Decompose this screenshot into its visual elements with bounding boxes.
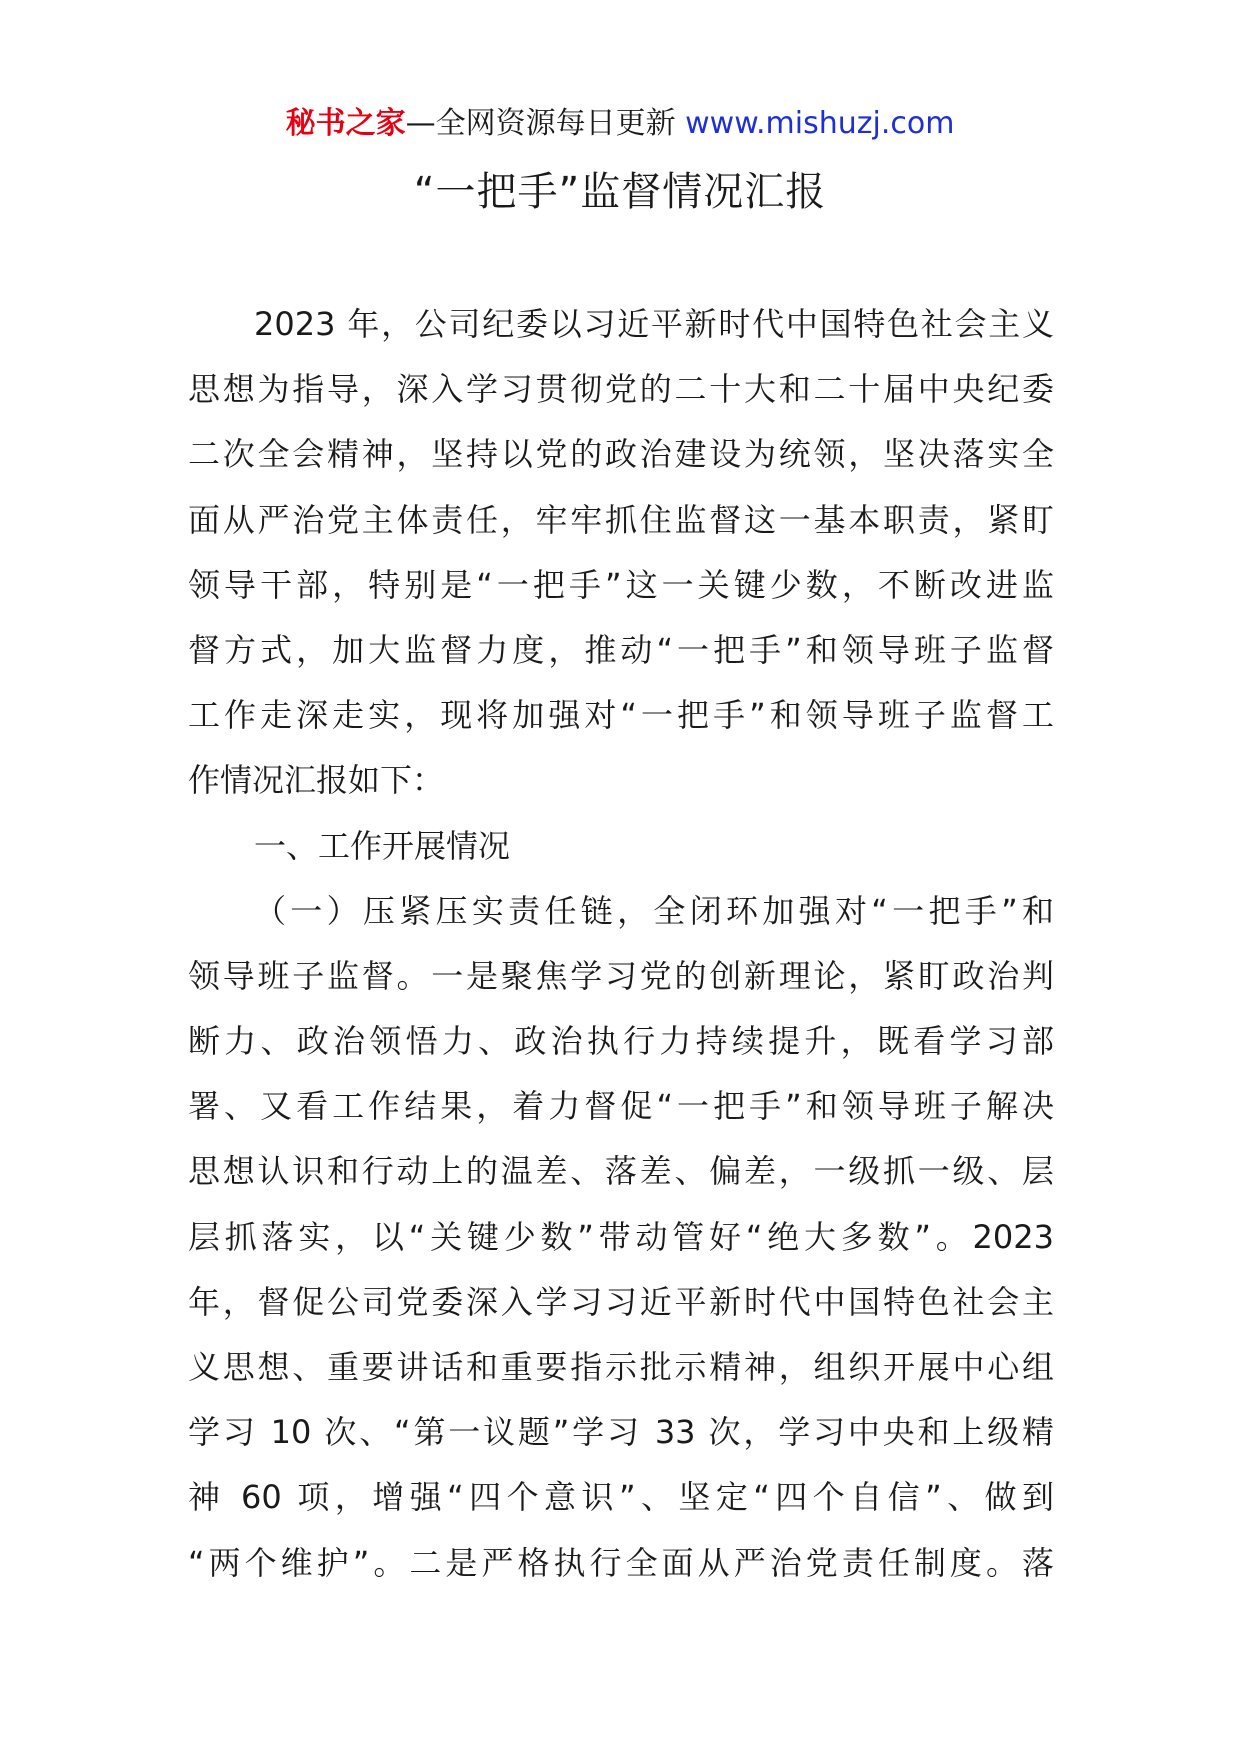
paragraph-line: 作情况汇报如下： [188,761,445,800]
paragraph-line: 学习 10 次、“第一议题”学习 33 次，学习中央和上级精 [188,1413,1054,1452]
header-tagline: —全网资源每日更新 [405,106,676,141]
paragraph-line: 署、又看工作结果，着力督促“一把手”和领导班子解决 [188,1087,1054,1126]
paragraph-line: 断力、政治领悟力、政治执行力持续提升，既看学习部 [188,1022,1054,1061]
paragraph-line: 工作走深走实，现将加强对“一把手”和领导班子监督工 [188,696,1054,735]
paragraph-line: 督方式，加大监督力度，推动“一把手”和领导班子监督 [188,630,1054,669]
paragraph-line: “两个维护”。二是严格执行全面从严治党责任制度。落 [188,1543,1054,1582]
section-heading: 一、工作开展情况 [254,826,511,865]
paragraph-line: 神 60 项，增强“四个意识”、坚定“四个自信”、做到 [188,1478,1054,1517]
paragraph-line: 领导班子监督。一是聚焦学习党的创新理论，紧盯政治判 [188,956,1054,995]
document-body [188,292,1054,1596]
paragraph-line: 思想认识和行动上的温差、落差、偏差，一级抓一级、层 [188,1152,1054,1191]
site-url-link[interactable]: www.mishuzj.com [685,106,955,141]
paragraph-line: 层抓落实，以“关键少数”带动管好“绝大多数”。2023 [188,1217,1054,1256]
paragraph-line: 二次全会精神，坚持以党的政治建设为统领，坚决落实全 [188,435,1054,474]
paragraph-line: 领导干部，特别是“一把手”这一关键少数，不断改进监 [188,565,1054,604]
document-title: “一把手”监督情况汇报 [413,169,827,215]
site-header [0,102,1240,146]
paragraph-line: 2023 年，公司纪委以习近平新时代中国特色社会主义 [254,305,1054,343]
paragraph-line: （一）压紧压实责任链，全闭环加强对“一把手”和 [254,891,1054,930]
paragraph-line: 思想为指导，深入学习贯彻党的二十大和二十届中央纪委 [188,370,1054,409]
paragraph-line: 义思想、重要讲话和重要指示批示精神，组织开展中心组 [188,1348,1054,1386]
paragraph-line: 面从严治党主体责任，牢牢抓住监督这一基本职责，紧盯 [188,500,1054,539]
paragraph-line: 年，督促公司党委深入学习习近平新时代中国特色社会主 [188,1282,1054,1321]
brand-name: 秘书之家 [285,106,406,141]
